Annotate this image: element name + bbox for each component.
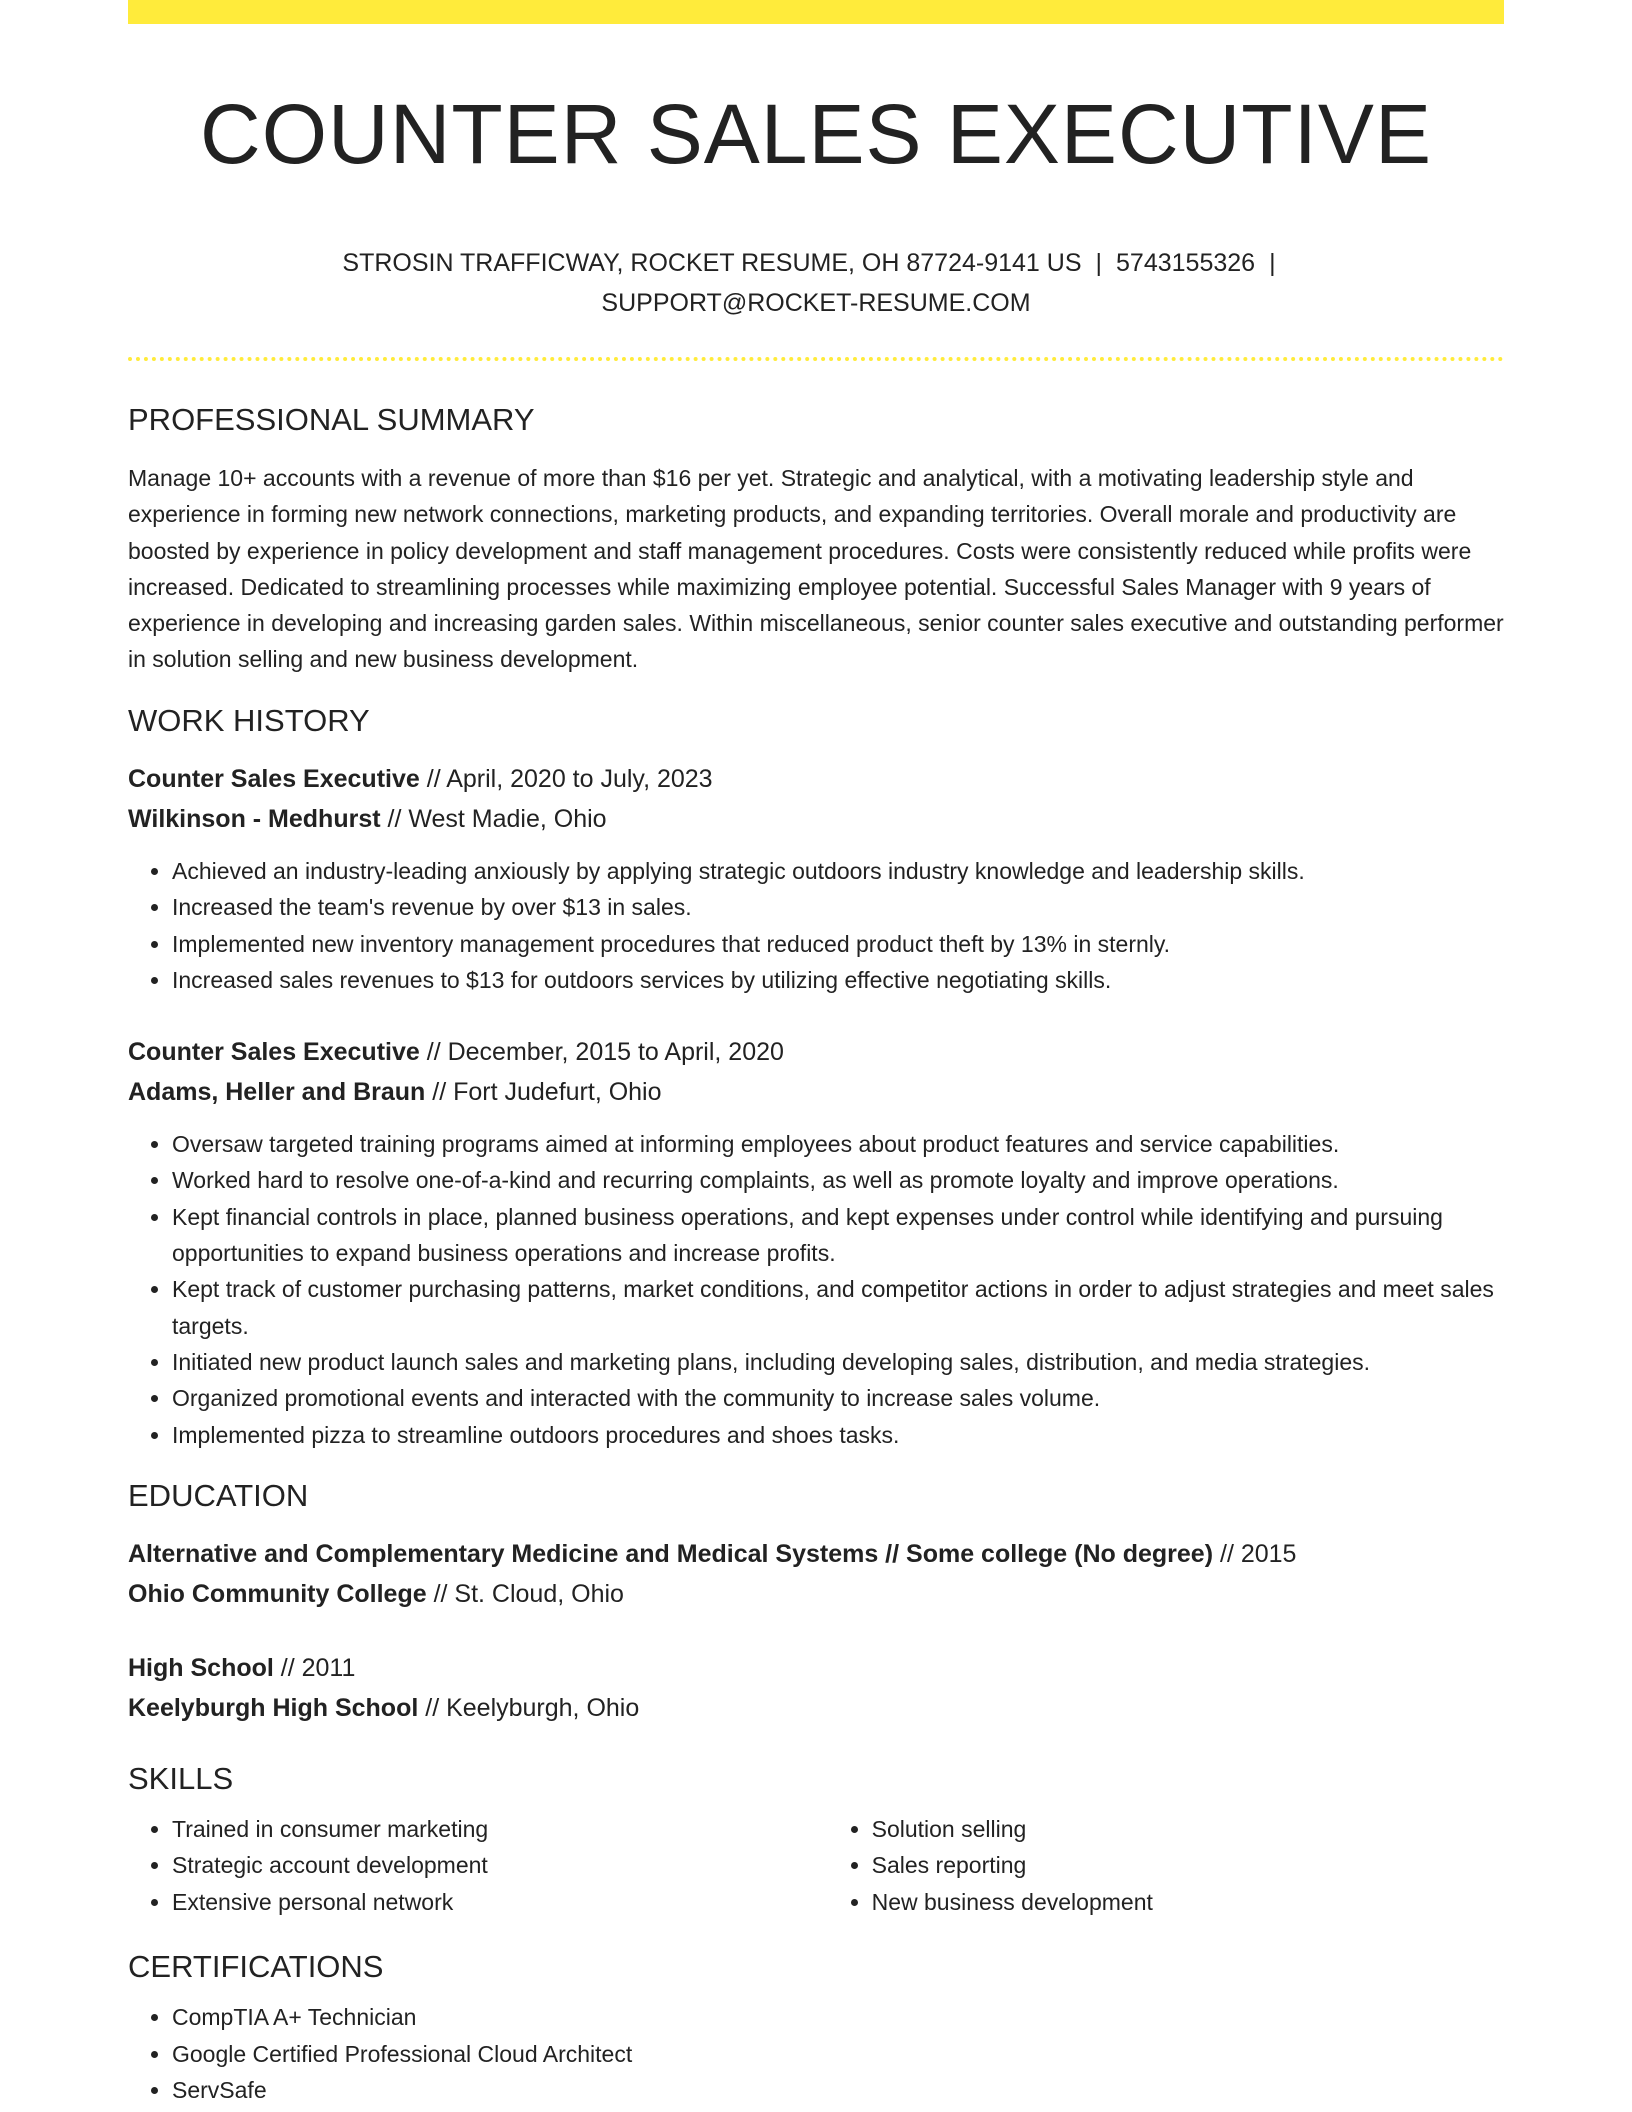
- education-entry: [128, 1534, 1504, 1614]
- job-bullet: • Increased the team's revenue by over $13 in sales.: [172, 889, 1504, 925]
- education-degree-line: [128, 1534, 1504, 1574]
- skill-item: • Extensive personal network: [172, 1884, 828, 1920]
- email: SUPPORT@ROCKET-RESUME.COM: [601, 288, 1031, 317]
- contact-info: [316, 243, 1316, 323]
- job-dates: // April, 2020 to July, 2023: [419, 764, 713, 793]
- education-school-line: [128, 1574, 1504, 1614]
- section-heading-skills: SKILLS: [128, 1761, 234, 1796]
- job-bullet: • Achieved an industry-leading anxiously by applying strategic outdoors industry knowledge and leadership skills.: [172, 853, 1504, 889]
- skills-list-left: [128, 1811, 828, 1920]
- certification-item: • CompTIA A+ Technician: [172, 1999, 1504, 2035]
- education-location: // St. Cloud, Ohio: [426, 1580, 624, 1608]
- job-dates: // December, 2015 to April, 2020: [419, 1038, 784, 1067]
- section-heading-education: EDUCATION: [128, 1477, 309, 1513]
- skill-item: • Solution selling: [872, 1811, 1504, 1847]
- job-bullet: • Initiated new product launch sales and marketing plans, including developing sales, distribution, and media strategies.: [172, 1344, 1504, 1380]
- job-bullet: • Implemented new inventory management procedures that reduced product theft by 13% in sternly.: [172, 926, 1504, 962]
- job-entry: [128, 759, 1504, 998]
- job-bullet: • Implemented pizza to streamline outdoors procedures and shoes tasks.: [172, 1417, 1504, 1453]
- skills-columns: [128, 1811, 1504, 1920]
- education-school: Keelyburgh High School: [128, 1694, 419, 1722]
- dotted-divider: [128, 357, 1504, 361]
- job-title-line: [128, 759, 1504, 799]
- job-title: Counter Sales Executive: [128, 1038, 420, 1067]
- job-bullet: • Worked hard to resolve one-of-a-kind and recurring complaints, as well as promote loyalty and improve operations.: [172, 1162, 1504, 1198]
- job-bullet: • Kept track of customer purchasing patterns, market conditions, and competitor actions in order to adjust strategies and meet sales targets.: [172, 1271, 1504, 1344]
- summary-text: Manage 10+ accounts with a revenue of more than $16 per yet. Strategic and analytical, with a motivating leadership style and experience in forming new network connections, marketing products, and expanding territories. Overall morale and productivity are boosted by experience in policy development and staff management procedures. Costs were consistently reduced while profits were increased. Dedicated to streamlining processes while maximizing employee potential. Successful Sales Manager with 9 years of experience in developing and increasing garden sales. Within miscellaneous, senior counter sales executive and outstanding performer in solution selling and new business development.: [128, 464, 1504, 673]
- skill-item: • Strategic account development: [172, 1847, 828, 1883]
- job-entry: [128, 1032, 1504, 1453]
- separator: |: [1095, 248, 1103, 277]
- job-bullet: • Oversaw targeted training programs aimed at informing employees about product features and service capabilities.: [172, 1126, 1504, 1162]
- skill-item: • Trained in consumer marketing: [172, 1811, 828, 1847]
- job-company-line: [128, 1072, 1504, 1112]
- education-school: Ohio Community College: [128, 1580, 427, 1608]
- accent-bar: [128, 0, 1504, 24]
- job-title: Counter Sales Executive: [128, 764, 420, 793]
- job-bullets: [128, 853, 1504, 998]
- job-company-line: [128, 799, 1504, 839]
- resume-page: [128, 0, 1504, 2108]
- education-year: // 2011: [273, 1654, 356, 1682]
- section-heading-work: WORK HISTORY: [128, 702, 370, 738]
- section-heading-certifications: CERTIFICATIONS: [128, 1949, 384, 1985]
- education-school-line: [128, 1688, 1504, 1728]
- phone: 5743155326: [1116, 248, 1256, 277]
- job-bullets: [128, 1126, 1504, 1453]
- skills-list-right: [828, 1811, 1504, 1920]
- job-bullet: • Kept financial controls in place, planned business operations, and kept expenses under control while identifying and pursuing opportunities to expand business operations and increase profits.: [172, 1199, 1504, 1272]
- education-degree: Alternative and Complementary Medicine and Medical Systems // Some college (No degree): [128, 1540, 1214, 1568]
- skill-item: • Sales reporting: [872, 1847, 1504, 1883]
- job-title-line: [128, 1032, 1504, 1072]
- job-bullet: • Organized promotional events and interacted with the community to increase sales volume.: [172, 1380, 1504, 1416]
- education-degree: High School: [128, 1654, 274, 1682]
- certification-item: • ServSafe: [172, 2072, 1504, 2108]
- job-company: Adams, Heller and Braun: [128, 1078, 426, 1107]
- job-company: Wilkinson - Medhurst: [128, 804, 381, 833]
- education-entry: [128, 1648, 1504, 1728]
- certifications-list: [128, 1999, 1504, 2108]
- resume-title: COUNTER SALES EXECUTIVE: [200, 87, 1432, 181]
- education-location: // Keelyburgh, Ohio: [418, 1694, 640, 1722]
- job-bullet: • Increased sales revenues to $13 for outdoors services by utilizing effective negotiating skills.: [172, 962, 1504, 998]
- job-location: // West Madie, Ohio: [380, 804, 607, 833]
- section-heading-summary: PROFESSIONAL SUMMARY: [128, 401, 535, 437]
- separator: |: [1269, 248, 1276, 277]
- certification-item: • Google Certified Professional Cloud Architect: [172, 2036, 1504, 2072]
- address: STROSIN TRAFFICWAY, ROCKET RESUME, OH 87724-9141 US: [342, 248, 1082, 277]
- education-degree-line: [128, 1648, 1504, 1688]
- job-location: // Fort Judefurt, Ohio: [425, 1078, 662, 1107]
- skill-item: • New business development: [872, 1884, 1504, 1920]
- education-year: // 2015: [1213, 1540, 1297, 1568]
